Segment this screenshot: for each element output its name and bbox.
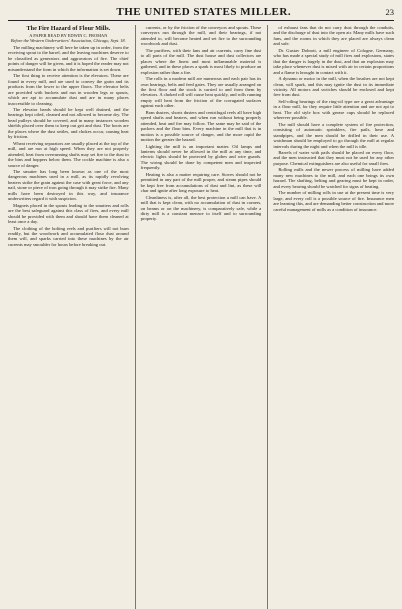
- paragraph: Cleanliness is, after all, the best protection a mill can have. A mill that is kept clean, with no accumulation of dust in corners, on beams or on the machinery, is comparatively safe, while a dirty mill is a constant menace to itself and to surrounding property.: [140, 194, 262, 222]
- paragraph: Heating is also a matter requiring care. Stoves should not be permitted in any part of the mill proper, and steam pipes should be kept free from accumulations of dust and lint, as these will char and ignite after long exposure to heat.: [140, 171, 262, 194]
- paragraph: The clothing of the bolting reels and purifiers will not burn readily, but the woodwork and accumulated flour dust around them will, and sparks carried into these machines by the air currents may smoulder for hours before breaking out.: [8, 225, 129, 247]
- article-title: The Fire Hazard of Flour Mills.: [26, 25, 111, 32]
- page-number: 23: [385, 7, 394, 17]
- paragraph: The number of milling rolls in use at the present time is very large, and every roll is a possible source of fire. Insurance men are learning this, and are demanding better construction and more careful management of mills as a condition of insurance.: [273, 190, 394, 212]
- paragraph: Dr. Gustav Dobrott, a mill engineer of Cologne, Germany, who has made a special study of mill fires and explosions, states that the danger is largely in the dust, and that an explosion may take place whenever dust is mixed with air in certain proportions and a flame is brought in contact with it.: [273, 47, 394, 75]
- paragraph: The purifiers, with their fans and air currents, carry fine dust to all parts of the mill. The dust house and dust collectors are places where the finest and most inflammable material is gathered, and in these places a spark is most likely to produce an explosion rather than a fire.: [140, 47, 262, 75]
- article-byline: A PAPER READ BY EDWIN C. FROMAN: [29, 33, 108, 38]
- paragraph: currents, or by the friction of the conveyors and spouts. These conveyors run through the mill, and their bearings, if not attended to, will become heated and set fire to the surrounding woodwork and dust.: [140, 25, 262, 47]
- text-columns: [8, 25, 394, 609]
- newspaper-title: THE UNITED STATES MILLER.: [116, 6, 292, 18]
- paragraph: Bran dusters, shorts dusters and centrifugal reels all have high speed shafts and beaters, and when run without being properly attended, heat and fire may follow. The same may be said of the packers and the flour bins. Every machine in the mill that is in motion is a possible source of danger, and the more rapid the motion the greater the hazard.: [140, 109, 262, 143]
- paragraph: The smutter has long been known as one of the most dangerous machines used in a mill, as its rapidly revolving beaters strike the grain against the case with great force, and any nail, stone or piece of iron going through it may strike fire. Many mills have been destroyed in this way, and insurance underwriters regard it with suspicion.: [8, 168, 129, 202]
- paragraph: The rolls in a modern mill are numerous and each pair has its own bearings, belts and feed gates. They are usually arranged on the first floor and the stock is carried to and from them by elevators. A choked roll will cause heat quickly, and rolls running empty will heat from the friction of the corrugated surfaces against each other.: [140, 76, 262, 109]
- paragraph: A dynamo or motor in the mill, when the brushes are not kept clean, will spark, and this may ignite the dust in its immediate vicinity. All motors and switches should be enclosed and kept free from dust.: [273, 76, 394, 98]
- paragraph: Magnets placed in the spouts leading to the smutters and rolls are the best safeguard against this class of fires, and every mill should be provided with them and should have them cleaned at least once a day.: [8, 202, 129, 225]
- paragraph: The first thing to receive attention is the elevators. These are found in every mill, and are used to convey the grain and its products from the lower to the upper floors. The elevator belts are provided with buckets and run in wooden legs or spouts, which are apt to accumulate dust and are in many places inaccessible to cleaning.: [8, 73, 129, 106]
- paragraph: The milling machinery will here be taken up in order, from the receiving spout to the barrel, and the leaving machines deserve to be classified as generators and aggravators of fire. The chief points of danger will be given, and it is hoped the reader may not misunderstand the form in which the information is set down.: [8, 45, 129, 72]
- paragraph: Wheat receiving separators are usually placed at the top of the mill, and are run at high speed. When they are not properly attended, heat from overrunning shafts may set fire to the dust in the bins and hoppers below them. The cockle machine is also a source of danger.: [8, 140, 129, 168]
- paragraph: Self-oiling bearings of the ring-oil type are a great advantage in a flour mill, for they require little attention and are not apt to heat. The old style box with grease cups should be replaced wherever possible.: [273, 98, 394, 121]
- paragraph: The elevator heads should be kept well drained, and the bearings kept oiled, cleaned and not allowed to become dry. The head pulleys should be covered, and in many instances wooden shields placed over them to keep out grit and dust. The boots are the places where the dust settles, and chokes occur, causing heat by friction.: [8, 106, 129, 140]
- article-subline: Before the Western Underwriters' Association, Chicago, Sept. 18.: [10, 38, 126, 43]
- paragraph: Rolling mills and the newer process of milling have added many new machines to the mill, and each one brings its own hazard. The shafting, belting and gearing must be kept in order, and every bearing should be watched for signs of heating.: [273, 167, 394, 189]
- page-header: [8, 6, 394, 21]
- paragraph: The mill should have a complete system of fire protection, consisting of automatic sprinklers, fire pails, hose and standpipes, and the men should be drilled in their use. A watchman should be employed to go through the mill at regular intervals during the night and when the mill is idle.: [273, 121, 394, 149]
- paragraph: Lighting the mill is an important matter. Oil lamps and lanterns should never be allowed in the mill at any time, and electric lights should be protected by globes and wire guards. The wiring should be done by competent men and inspected frequently.: [140, 143, 262, 171]
- paragraph: Barrels of water with pails should be placed on every floor, and the men instructed that they must not be used for any other purpose. Chemical extinguishers are also useful for small fires.: [273, 149, 394, 166]
- paragraph: of exhaust fans that do not carry dust through the conduits, and the discharge of dust into the open air. Many mills have such fans, and the rooms in which they are placed are always clean and safe.: [273, 25, 394, 47]
- column-3: [267, 25, 394, 609]
- column-2: [135, 25, 262, 609]
- column-1: [8, 25, 129, 609]
